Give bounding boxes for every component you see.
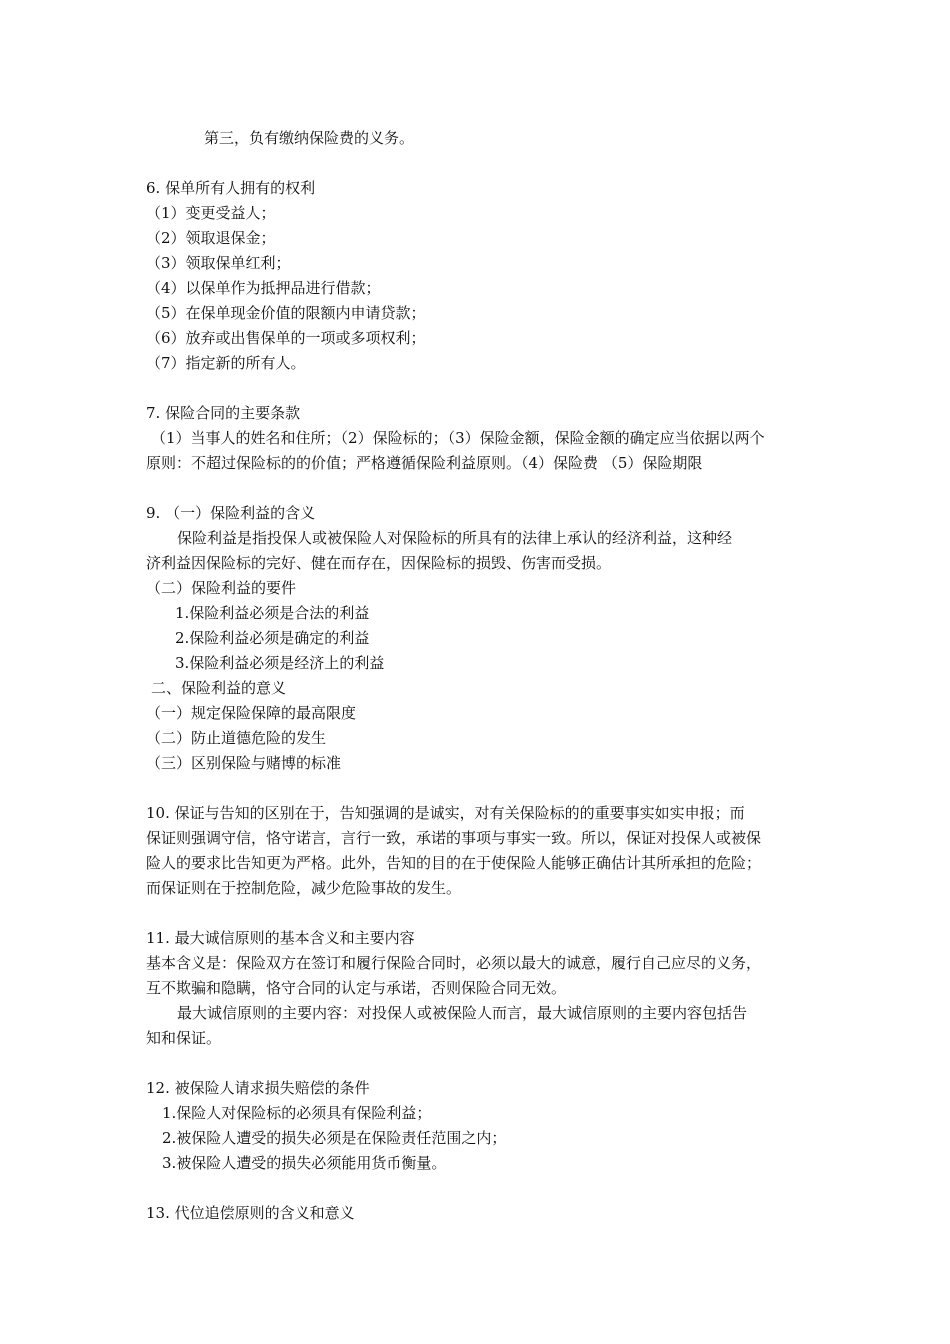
section-9-significance: （三）区别保险与赌博的标准 [146,754,342,772]
section-6-item: （2）领取退保金； [146,229,276,247]
section-10-line: 而保证则在于控制危险，减少危险事故的发生。 [146,879,462,897]
section-6-item: （6）放弃或出售保单的一项或多项权利； [146,329,426,347]
section-6-heading: 6. 保单所有人拥有的权利 [146,179,316,197]
intro-line: 第三，负有缴纳保险费的义务。 [204,129,415,147]
section-9-significance-heading: 二、保险利益的意义 [151,679,287,697]
section-11-content-line: 知和保证。 [146,1029,222,1047]
section-12-item: 3.被保险人遭受的损失必须能用货币衡量。 [162,1154,447,1172]
section-9-definition-line: 保险利益是指投保人或被保险人对保险标的所具有的法律上承认的经济利益，这种经 [177,529,733,547]
section-11-heading: 11. 最大诚信原则的基本含义和主要内容 [146,929,415,947]
section-9-heading: 9. （一）保险利益的含义 [146,504,316,522]
section-9-requirements-heading: （二）保险利益的要件 [146,579,297,597]
section-9-requirement: 2.保险利益必须是确定的利益 [175,629,370,647]
section-6-item: （3）领取保单红利； [146,254,291,272]
section-10-line: 险人的要求比告知更为严格。此外，告知的目的在于使保险人能够正确估计其所承担的危险； [146,854,762,872]
section-9-significance: （二）防止道德危险的发生 [146,729,327,747]
section-11-content-line: 最大诚信原则的主要内容：对投保人或被保险人而言，最大诚信原则的主要内容包括告 [177,1004,748,1022]
section-12-item: 2.被保险人遭受的损失必须是在保险责任范围之内； [162,1129,507,1147]
section-11-basic-line: 互不欺骗和隐瞒，恪守合同的认定与承诺，否则保险合同无效。 [146,979,567,997]
section-10-line: 保证则强调守信，恪守诺言，言行一致，承诺的事项与事实一致。所以，保证对投保人或被保 [146,829,762,847]
section-6-item: （5）在保单现金价值的限额内申请贷款； [146,304,426,322]
section-11-basic-line: 基本含义是：保险双方在签订和履行保险合同时，必须以最大的诚意，履行自己应尽的义务， [146,954,762,972]
section-7-line: 原则：不超过保险标的的价值；严格遵循保险利益原则。（4）保险费 （5）保险期限 [146,454,703,472]
section-12-item: 1.保险人对保险标的必须具有保险利益； [162,1104,432,1122]
section-9-definition-line: 济利益因保险标的完好、健在而存在，因保险标的损毁、伤害而受损。 [146,554,612,572]
section-13-heading: 13. 代位追偿原则的含义和意义 [146,1204,355,1222]
section-6-item: （1）变更受益人； [146,204,276,222]
section-12-heading: 12. 被保险人请求损失赔偿的条件 [146,1079,370,1097]
section-6-item: （7）指定新的所有人。 [146,354,306,372]
section-9-requirement: 3.保险利益必须是经济上的利益 [175,654,385,672]
section-6-item: （4）以保单作为抵押品进行借款； [146,279,381,297]
section-9-requirement: 1.保险利益必须是合法的利益 [175,604,370,622]
section-10-line: 10. 保证与告知的区别在于，告知强调的是诚实，对有关保险标的的重要事实如实申报；而 [146,804,745,822]
section-9-significance: （一）规定保险保障的最高限度 [146,704,357,722]
section-7-line: （1）当事人的姓名和住所；（2）保险标的；（3）保险金额，保险金额的确定应当依据以两个 [151,429,765,447]
section-7-heading: 7. 保险合同的主要条款 [146,404,301,422]
